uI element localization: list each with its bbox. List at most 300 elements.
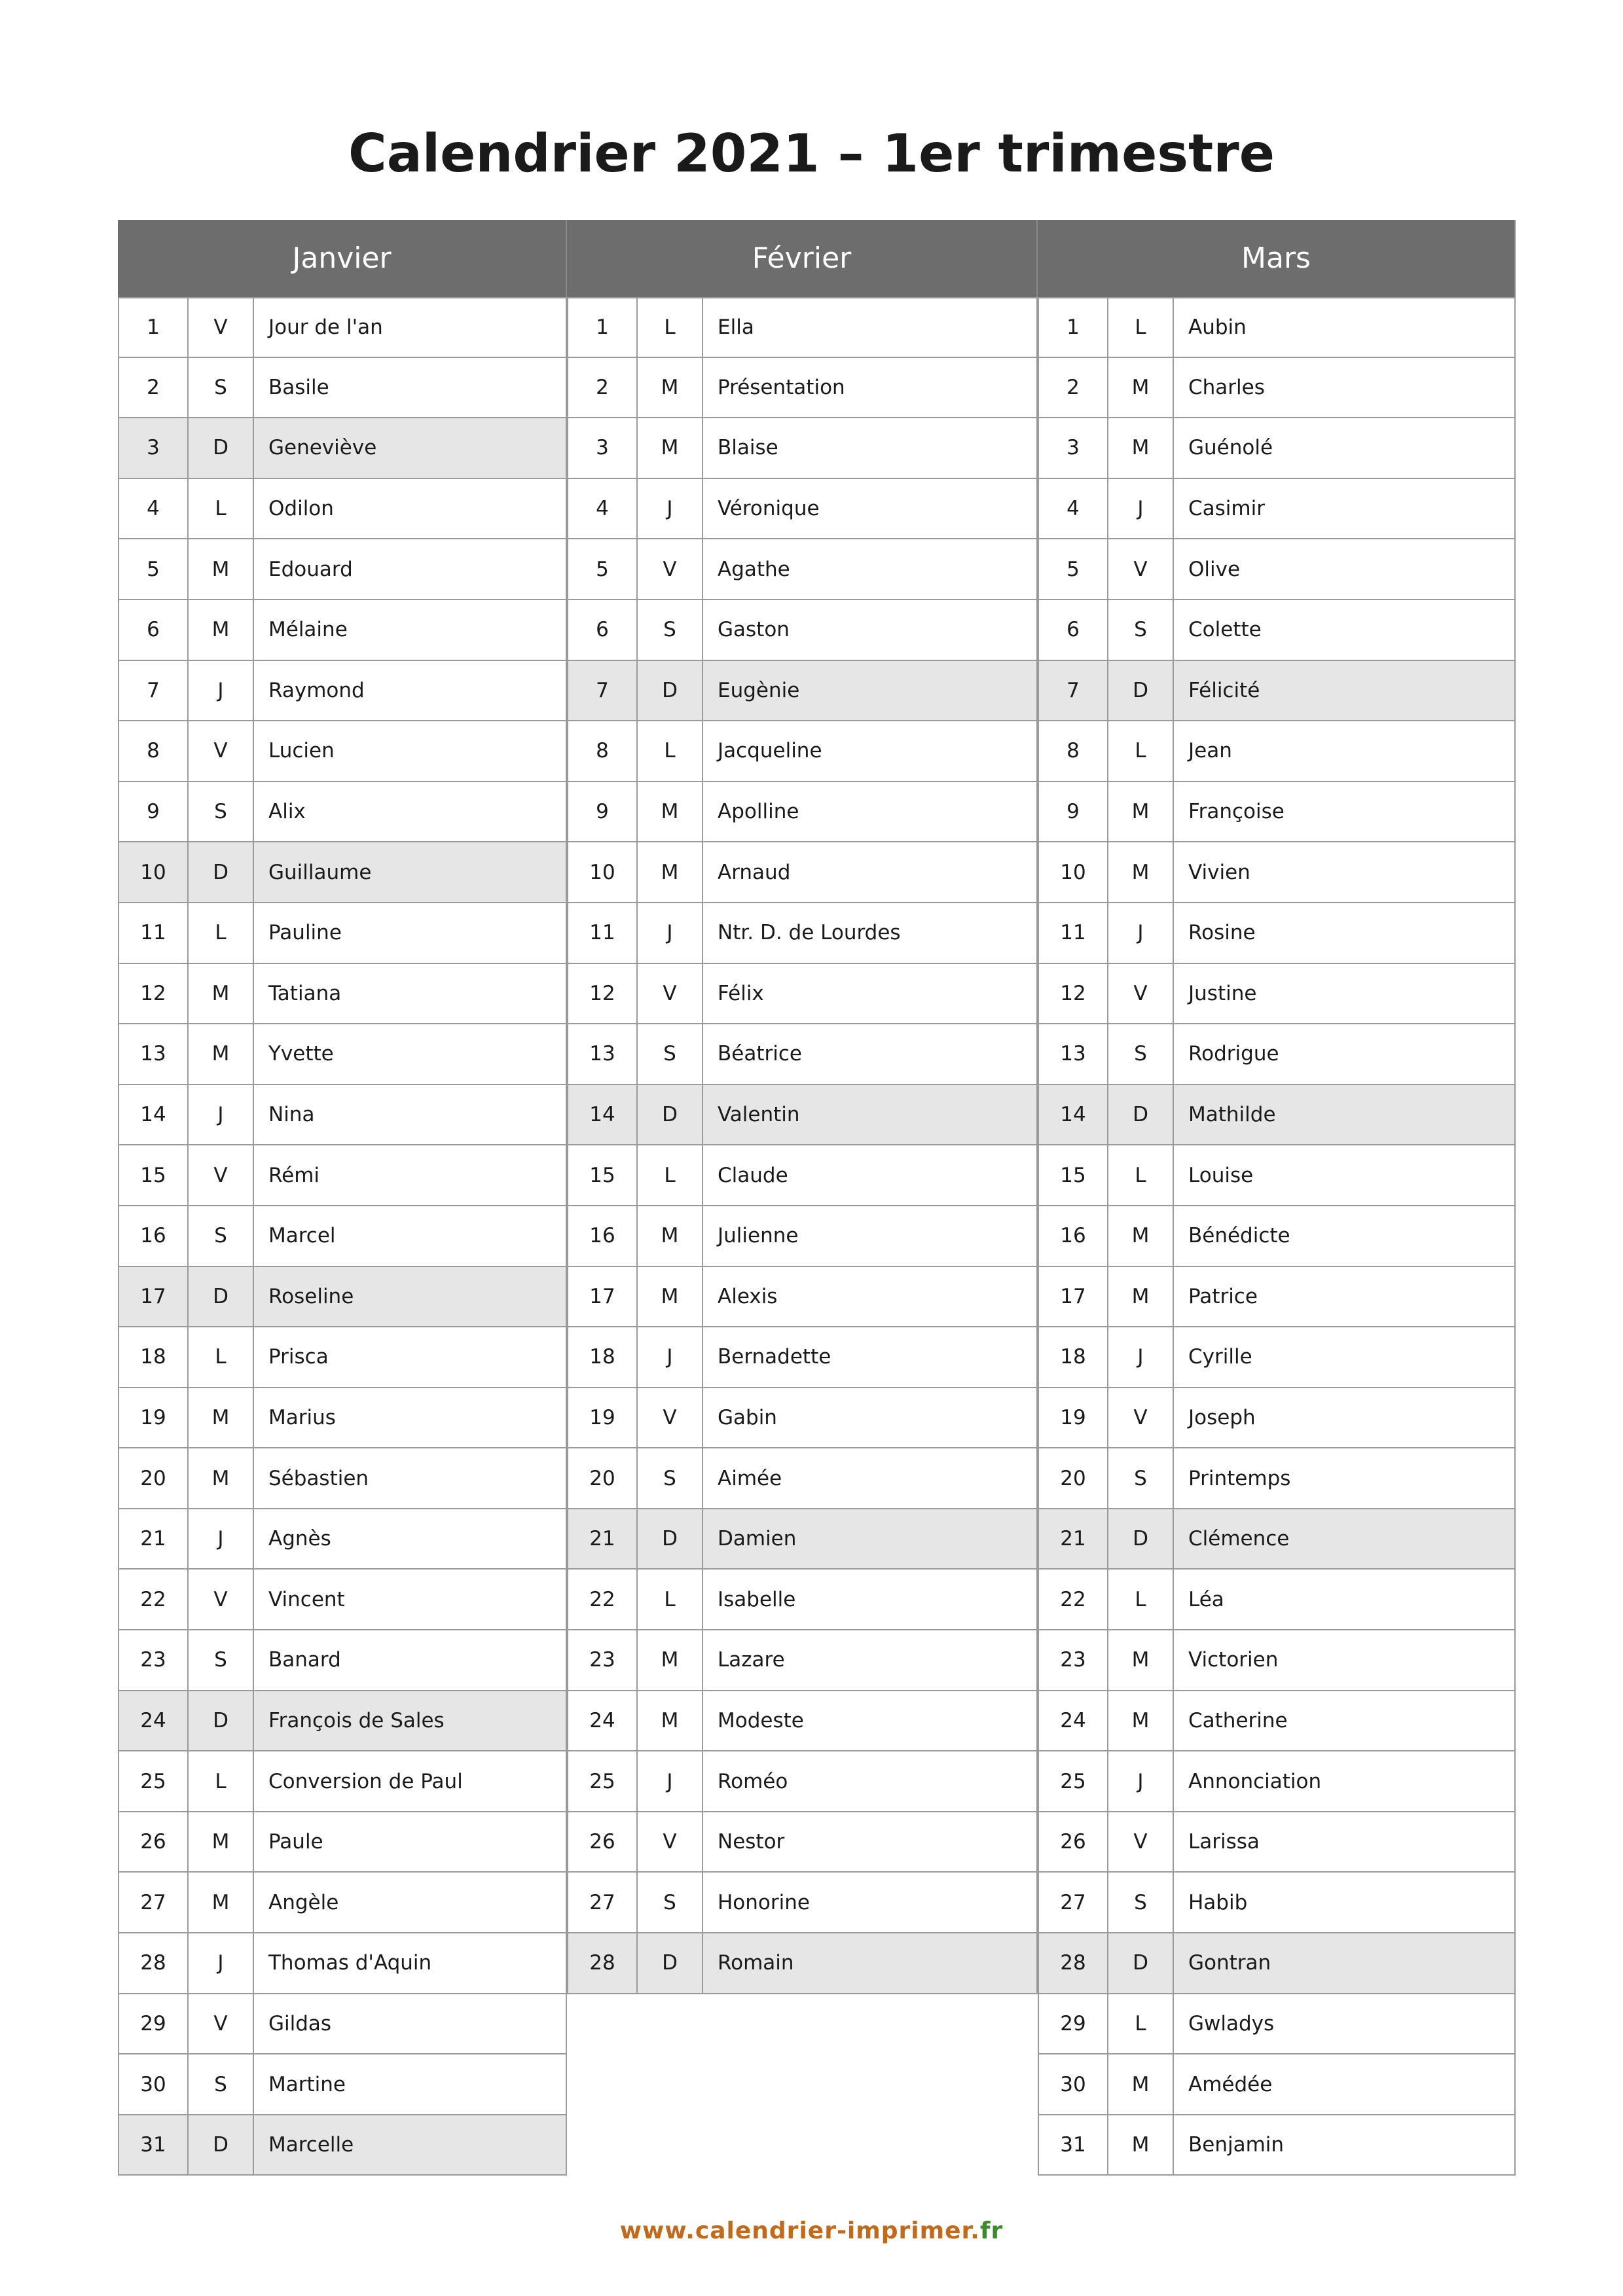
weekday-letter: D [638, 1085, 703, 1145]
weekday-letter: M [638, 1267, 703, 1327]
saint-name: Printemps [1174, 1448, 1516, 1508]
weekday-letter: M [638, 1206, 703, 1266]
day-row [567, 1145, 1038, 1206]
weekday-letter: J [1108, 1327, 1174, 1387]
weekday-letter: J [1108, 903, 1174, 963]
day-number: 24 [118, 1691, 189, 1751]
saint-name: Rosine [1174, 903, 1516, 963]
day-number: 18 [567, 1327, 638, 1387]
day-number: 26 [567, 1812, 638, 1872]
weekday-letter: L [189, 1751, 254, 1811]
weekday-letter: S [189, 2054, 254, 2114]
day-row [118, 2115, 567, 2176]
saint-name: Bénédicte [1174, 1206, 1516, 1266]
weekday-letter: L [638, 298, 703, 357]
day-row [567, 782, 1038, 843]
saint-name: Charles [1174, 358, 1516, 418]
weekday-letter: L [1108, 298, 1174, 357]
weekday-letter: M [1108, 1691, 1174, 1751]
day-number: 14 [118, 1085, 189, 1145]
day-row [567, 1448, 1038, 1509]
weekday-letter: M [638, 358, 703, 418]
day-number: 14 [567, 1085, 638, 1145]
day-row [1038, 1691, 1516, 1752]
day-row [567, 479, 1038, 540]
day-row [118, 539, 567, 600]
day-number: 3 [567, 418, 638, 478]
day-number: 10 [118, 842, 189, 902]
day-number: 2 [118, 358, 189, 418]
day-number: 11 [1038, 903, 1108, 963]
day-number: 1 [567, 298, 638, 357]
saint-name: Apolline [703, 782, 1038, 842]
weekday-letter: L [189, 1327, 254, 1387]
saint-name: Blaise [703, 418, 1038, 478]
day-number: 13 [567, 1024, 638, 1084]
saint-name: Claude [703, 1145, 1038, 1205]
weekday-letter: M [1108, 1206, 1174, 1266]
day-row [1038, 479, 1516, 540]
day-row [118, 1267, 567, 1328]
saint-name: Véronique [703, 479, 1038, 539]
weekday-letter: M [189, 1024, 254, 1084]
day-row [118, 1327, 567, 1388]
day-number: 27 [567, 1873, 638, 1932]
weekday-letter: S [638, 600, 703, 660]
month-header: Mars [1038, 220, 1516, 297]
weekday-letter: V [1108, 539, 1174, 599]
day-row [118, 479, 567, 540]
weekday-letter: L [1108, 721, 1174, 781]
weekday-letter: L [638, 1145, 703, 1205]
weekday-letter: V [638, 964, 703, 1024]
day-row [1038, 418, 1516, 479]
weekday-letter: L [189, 479, 254, 539]
weekday-letter: S [1108, 1873, 1174, 1932]
day-row [1038, 1873, 1516, 1933]
weekday-letter: V [1108, 1388, 1174, 1448]
day-row [1038, 842, 1516, 903]
weekday-letter: V [638, 1388, 703, 1448]
saint-name: Alexis [703, 1267, 1038, 1327]
weekday-letter: S [638, 1873, 703, 1932]
weekday-letter: V [638, 1812, 703, 1872]
day-number: 26 [118, 1812, 189, 1872]
day-number: 24 [1038, 1691, 1108, 1751]
day-number: 25 [118, 1751, 189, 1811]
day-row [567, 358, 1038, 419]
day-row [1038, 1327, 1516, 1388]
weekday-letter: V [1108, 1812, 1174, 1872]
day-row [1038, 782, 1516, 843]
saint-name: Nestor [703, 1812, 1038, 1872]
day-number: 12 [118, 964, 189, 1024]
saint-name: Isabelle [703, 1570, 1038, 1629]
day-row [1038, 1570, 1516, 1630]
day-number: 12 [1038, 964, 1108, 1024]
weekday-letter: S [189, 358, 254, 418]
day-row [1038, 1206, 1516, 1267]
saint-name: Edouard [254, 539, 567, 599]
day-number: 7 [1038, 661, 1108, 721]
weekday-letter: J [189, 1509, 254, 1569]
saint-name: Bernadette [703, 1327, 1038, 1387]
saint-name: Conversion de Paul [254, 1751, 567, 1811]
saint-name: Aimée [703, 1448, 1038, 1508]
day-number: 22 [1038, 1570, 1108, 1629]
weekday-letter: M [189, 1388, 254, 1448]
weekday-letter: M [1108, 2054, 1174, 2114]
day-number: 25 [1038, 1751, 1108, 1811]
weekday-letter: J [1108, 479, 1174, 539]
day-number: 9 [567, 782, 638, 842]
day-row [567, 539, 1038, 600]
day-row [567, 1812, 1038, 1873]
saint-name: Ella [703, 298, 1038, 357]
day-number: 3 [1038, 418, 1108, 478]
weekday-letter: M [1108, 418, 1174, 478]
day-number: 7 [118, 661, 189, 721]
saint-name: Benjamin [1174, 2115, 1516, 2175]
weekday-letter: M [1108, 782, 1174, 842]
day-number: 17 [118, 1267, 189, 1327]
weekday-letter: J [189, 661, 254, 721]
saint-name: Louise [1174, 1145, 1516, 1205]
weekday-letter: L [1108, 1570, 1174, 1629]
day-row [1038, 661, 1516, 722]
saint-name: Julienne [703, 1206, 1038, 1266]
day-number: 26 [1038, 1812, 1108, 1872]
day-number: 18 [118, 1327, 189, 1387]
saint-name: Guillaume [254, 842, 567, 902]
day-row [118, 721, 567, 782]
day-row [1038, 2054, 1516, 2115]
saint-name: Amédée [1174, 2054, 1516, 2114]
saint-name: Roseline [254, 1267, 567, 1327]
saint-name: Victorien [1174, 1630, 1516, 1690]
saint-name: Geneviève [254, 418, 567, 478]
saint-name: Sébastien [254, 1448, 567, 1508]
day-row [118, 782, 567, 843]
saint-name: Félicité [1174, 661, 1516, 721]
saint-name: Ntr. D. de Lourdes [703, 903, 1038, 963]
weekday-letter: V [189, 298, 254, 357]
day-number: 28 [1038, 1933, 1108, 1993]
day-number: 19 [1038, 1388, 1108, 1448]
day-number: 5 [118, 539, 189, 599]
weekday-letter: D [189, 1267, 254, 1327]
saint-name: Basile [254, 358, 567, 418]
day-number: 23 [1038, 1630, 1108, 1690]
day-number: 8 [1038, 721, 1108, 781]
saint-name: Casimir [1174, 479, 1516, 539]
weekday-letter: S [1108, 1024, 1174, 1084]
day-row [118, 1509, 567, 1570]
day-row [118, 418, 567, 479]
weekday-letter: V [189, 1145, 254, 1205]
day-number: 17 [567, 1267, 638, 1327]
weekday-letter: D [189, 842, 254, 902]
day-number: 31 [1038, 2115, 1108, 2175]
saint-name: Félix [703, 964, 1038, 1024]
saint-name: Valentin [703, 1085, 1038, 1145]
weekday-letter: L [1108, 1145, 1174, 1205]
day-number: 17 [1038, 1267, 1108, 1327]
day-row [118, 1388, 567, 1449]
day-row [1038, 1630, 1516, 1691]
day-number: 4 [1038, 479, 1108, 539]
saint-name: Eugènie [703, 661, 1038, 721]
day-row [1038, 358, 1516, 419]
weekday-letter: M [189, 1873, 254, 1932]
saint-name: Tatiana [254, 964, 567, 1024]
weekday-letter: J [638, 479, 703, 539]
weekday-letter: S [1108, 600, 1174, 660]
day-row [118, 842, 567, 903]
day-row [567, 964, 1038, 1025]
day-row [1038, 964, 1516, 1025]
day-row [118, 1570, 567, 1630]
day-row [118, 358, 567, 419]
day-list [118, 297, 567, 2176]
saint-name: Gildas [254, 1994, 567, 2054]
day-row [1038, 1933, 1516, 1994]
saint-name: Lazare [703, 1630, 1038, 1690]
day-row [118, 1206, 567, 1267]
weekday-letter: D [189, 1691, 254, 1751]
saint-name: Damien [703, 1509, 1038, 1569]
day-row [1038, 1267, 1516, 1328]
day-number: 23 [118, 1630, 189, 1690]
day-row [118, 1691, 567, 1752]
day-row [567, 661, 1038, 722]
weekday-letter: L [638, 1570, 703, 1629]
saint-name: Prisca [254, 1327, 567, 1387]
day-number: 5 [1038, 539, 1108, 599]
saint-name: Jean [1174, 721, 1516, 781]
saint-name: François de Sales [254, 1691, 567, 1751]
saint-name: Gabin [703, 1388, 1038, 1448]
weekday-letter: J [1108, 1751, 1174, 1811]
day-number: 28 [567, 1933, 638, 1993]
page-title: Calendrier 2021 – 1er trimestre [348, 123, 1275, 184]
day-number: 24 [567, 1691, 638, 1751]
saint-name: Gaston [703, 600, 1038, 660]
footer-domain: www.calendrier-imprimer. [619, 2217, 980, 2244]
month-header: Janvier [118, 220, 567, 297]
day-row [567, 1024, 1038, 1085]
saint-name: Odilon [254, 479, 567, 539]
day-list [1038, 297, 1516, 2176]
day-row [567, 1691, 1038, 1752]
day-row [567, 721, 1038, 782]
day-number: 15 [1038, 1145, 1108, 1205]
day-number: 28 [118, 1933, 189, 1993]
saint-name: Marcel [254, 1206, 567, 1266]
day-row [567, 1085, 1038, 1146]
day-number: 29 [1038, 1994, 1108, 2054]
month-header: Février [567, 220, 1038, 297]
saint-name: Agathe [703, 539, 1038, 599]
day-number: 22 [118, 1570, 189, 1629]
day-row [567, 1751, 1038, 1812]
weekday-letter: J [638, 1751, 703, 1811]
day-number: 30 [118, 2054, 189, 2114]
day-row [567, 1388, 1038, 1449]
day-number: 27 [118, 1873, 189, 1932]
saint-name: Rodrigue [1174, 1024, 1516, 1084]
day-number: 25 [567, 1751, 638, 1811]
saint-name: Rémi [254, 1145, 567, 1205]
saint-name: Honorine [703, 1873, 1038, 1932]
day-number: 2 [567, 358, 638, 418]
saint-name: Banard [254, 1630, 567, 1690]
day-number: 30 [1038, 2054, 1108, 2114]
day-row [1038, 721, 1516, 782]
day-number: 12 [567, 964, 638, 1024]
day-row [118, 1630, 567, 1691]
day-row [118, 2054, 567, 2115]
saint-name: Nina [254, 1085, 567, 1145]
saint-name: Marcelle [254, 2115, 567, 2175]
weekday-letter: D [189, 418, 254, 478]
weekday-letter: D [189, 2115, 254, 2175]
day-number: 22 [567, 1570, 638, 1629]
saint-name: Vivien [1174, 842, 1516, 902]
weekday-letter: M [1108, 842, 1174, 902]
saint-name: Habib [1174, 1873, 1516, 1932]
day-number: 20 [118, 1448, 189, 1508]
month-mars [1038, 220, 1516, 2176]
day-list [567, 297, 1038, 1994]
day-row [1038, 1085, 1516, 1146]
saint-name: Vincent [254, 1570, 567, 1629]
weekday-letter: D [638, 1933, 703, 1993]
day-row [567, 1327, 1038, 1388]
day-row [1038, 1994, 1516, 2055]
day-number: 6 [1038, 600, 1108, 660]
website-footer[interactable] [0, 2217, 1623, 2244]
saint-name: Clémence [1174, 1509, 1516, 1569]
saint-name: Roméo [703, 1751, 1038, 1811]
day-number: 4 [567, 479, 638, 539]
weekday-letter: V [638, 539, 703, 599]
saint-name: Marius [254, 1388, 567, 1448]
day-number: 21 [1038, 1509, 1108, 1569]
day-number: 9 [1038, 782, 1108, 842]
day-row [1038, 1509, 1516, 1570]
saint-name: Raymond [254, 661, 567, 721]
day-row [118, 661, 567, 722]
day-row [1038, 297, 1516, 358]
saint-name: Françoise [1174, 782, 1516, 842]
day-number: 11 [567, 903, 638, 963]
day-number: 13 [118, 1024, 189, 1084]
weekday-letter: V [189, 1570, 254, 1629]
day-row [1038, 1448, 1516, 1509]
day-row [1038, 1145, 1516, 1206]
weekday-letter: M [638, 1630, 703, 1690]
day-number: 13 [1038, 1024, 1108, 1084]
saint-name: Romain [703, 1933, 1038, 1993]
day-number: 23 [567, 1630, 638, 1690]
weekday-letter: D [638, 661, 703, 721]
day-number: 11 [118, 903, 189, 963]
day-number: 10 [567, 842, 638, 902]
saint-name: Pauline [254, 903, 567, 963]
day-row [118, 1751, 567, 1812]
day-row [118, 297, 567, 358]
weekday-letter: J [638, 903, 703, 963]
saint-name: Martine [254, 2054, 567, 2114]
saint-name: Alix [254, 782, 567, 842]
day-number: 19 [567, 1388, 638, 1448]
weekday-letter: M [638, 418, 703, 478]
day-row [567, 1630, 1038, 1691]
saint-name: Mélaine [254, 600, 567, 660]
day-number: 8 [118, 721, 189, 781]
day-row [1038, 1388, 1516, 1449]
saint-name: Larissa [1174, 1812, 1516, 1872]
day-number: 20 [567, 1448, 638, 1508]
day-row [1038, 539, 1516, 600]
day-row [118, 1145, 567, 1206]
weekday-letter: L [638, 721, 703, 781]
weekday-letter: D [1108, 1933, 1174, 1993]
saint-name: Gwladys [1174, 1994, 1516, 2054]
saint-name: Colette [1174, 600, 1516, 660]
day-number: 21 [118, 1509, 189, 1569]
saint-name: Paule [254, 1812, 567, 1872]
saint-name: Olive [1174, 539, 1516, 599]
weekday-letter: J [189, 1933, 254, 1993]
day-number: 2 [1038, 358, 1108, 418]
weekday-letter: D [1108, 661, 1174, 721]
day-number: 19 [118, 1388, 189, 1448]
weekday-letter: D [1108, 1509, 1174, 1569]
day-number: 3 [118, 418, 189, 478]
weekday-letter: M [189, 964, 254, 1024]
saint-name: Présentation [703, 358, 1038, 418]
day-number: 7 [567, 661, 638, 721]
day-number: 16 [1038, 1206, 1108, 1266]
saint-name: Cyrille [1174, 1327, 1516, 1387]
saint-name: Yvette [254, 1024, 567, 1084]
weekday-letter: M [638, 782, 703, 842]
saint-name: Guénolé [1174, 418, 1516, 478]
day-row [567, 600, 1038, 661]
weekday-letter: D [638, 1509, 703, 1569]
saint-name: Béatrice [703, 1024, 1038, 1084]
day-row [1038, 1812, 1516, 1873]
weekday-letter: M [189, 1812, 254, 1872]
saint-name: Arnaud [703, 842, 1038, 902]
saint-name: Aubin [1174, 298, 1516, 357]
saint-name: Justine [1174, 964, 1516, 1024]
weekday-letter: S [638, 1024, 703, 1084]
footer-tld: fr [979, 2217, 1004, 2244]
weekday-letter: M [638, 1691, 703, 1751]
day-number: 1 [118, 298, 189, 357]
weekday-letter: S [189, 1206, 254, 1266]
day-row [1038, 2115, 1516, 2176]
day-row [567, 1933, 1038, 1994]
month-janvier [118, 220, 567, 2176]
day-row [567, 1570, 1038, 1630]
day-number: 16 [567, 1206, 638, 1266]
day-row [567, 1206, 1038, 1267]
day-number: 31 [118, 2115, 189, 2175]
